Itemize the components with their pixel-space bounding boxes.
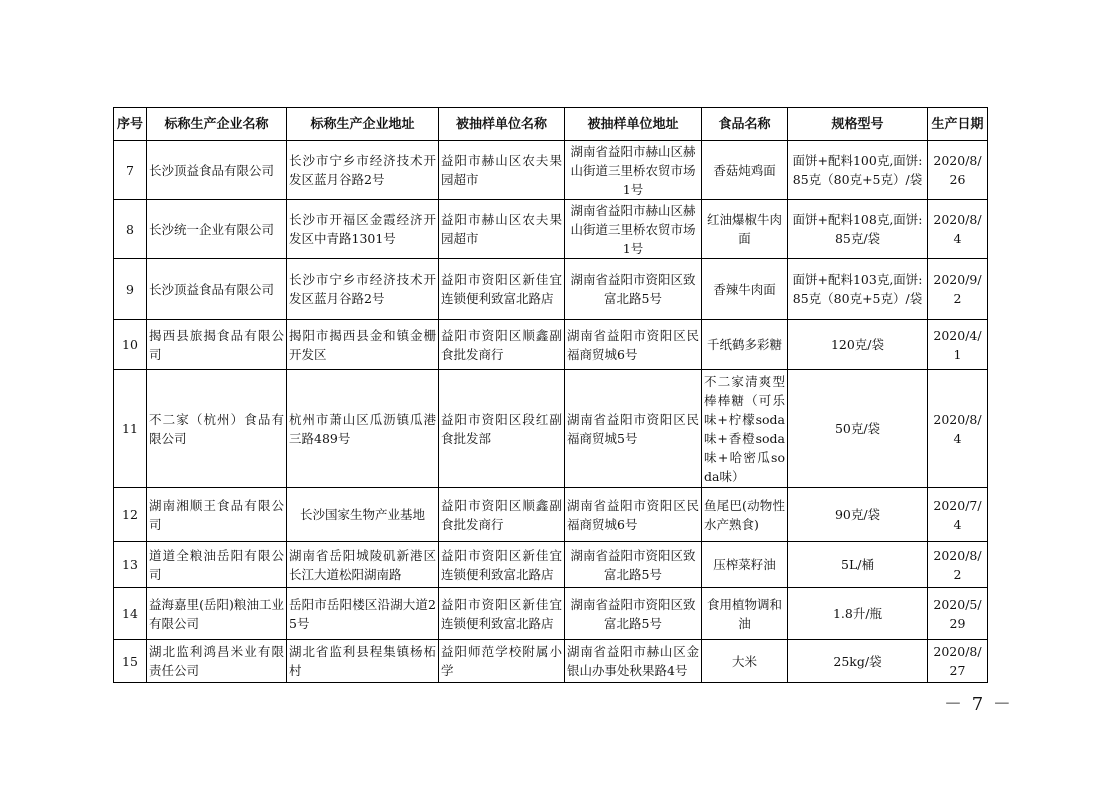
cell-sampled-unit-address: 湖南省益阳市资阳区民福商贸城6号 bbox=[565, 488, 702, 542]
cell-manufacturer: 不二家（杭州）食品有限公司 bbox=[147, 370, 287, 488]
cell-manufacturer-address: 岳阳市岳阳楼区沿湖大道25号 bbox=[287, 588, 439, 640]
cell-serial: 13 bbox=[114, 542, 147, 588]
table-row bbox=[114, 488, 988, 542]
cell-production-date: 2020/8/4 bbox=[928, 200, 988, 259]
cell-manufacturer: 湖南湘顺王食品有限公司 bbox=[147, 488, 287, 542]
cell-serial: 11 bbox=[114, 370, 147, 488]
cell-specification: 25kg/袋 bbox=[788, 640, 928, 683]
cell-specification: 面饼+配料108克,面饼:85克/袋 bbox=[788, 200, 928, 259]
header-food-name: 食品名称 bbox=[702, 108, 788, 141]
cell-food-name: 千纸鹤多彩糖 bbox=[702, 320, 788, 370]
table-header-row bbox=[114, 108, 988, 141]
cell-sampled-unit: 益阳市赫山区农夫果园超市 bbox=[439, 200, 565, 259]
cell-manufacturer-address: 长沙市开福区金霞经济开发区中青路1301号 bbox=[287, 200, 439, 259]
cell-specification: 面饼+配料100克,面饼:85克（80克+5克）/袋 bbox=[788, 141, 928, 200]
table-row bbox=[114, 320, 988, 370]
cell-manufacturer-address: 湖北省监利县程集镇杨柘村 bbox=[287, 640, 439, 683]
cell-sampled-unit: 益阳师范学校附属小学 bbox=[439, 640, 565, 683]
cell-sampled-unit: 益阳市资阳区段红副食批发部 bbox=[439, 370, 565, 488]
cell-manufacturer: 湖北监利鸿昌米业有限责任公司 bbox=[147, 640, 287, 683]
cell-manufacturer-address: 长沙市宁乡市经济技术开发区蓝月谷路2号 bbox=[287, 259, 439, 320]
cell-manufacturer: 益海嘉里(岳阳)粮油工业有限公司 bbox=[147, 588, 287, 640]
cell-sampled-unit: 益阳市资阳区顺鑫副食批发商行 bbox=[439, 488, 565, 542]
cell-sampled-unit-address: 湖南省益阳市资阳区致富北路5号 bbox=[565, 588, 702, 640]
cell-manufacturer: 道道全粮油岳阳有限公司 bbox=[147, 542, 287, 588]
cell-sampled-unit: 益阳市资阳区新佳宜连锁便利致富北路店 bbox=[439, 588, 565, 640]
cell-production-date: 2020/4/1 bbox=[928, 320, 988, 370]
header-manufacturer-address: 标称生产企业地址 bbox=[287, 108, 439, 141]
cell-sampled-unit-address: 湖南省益阳市赫山区赫山街道三里桥农贸市场1号 bbox=[565, 200, 702, 259]
cell-food-name: 红油爆椒牛肉面 bbox=[702, 200, 788, 259]
cell-production-date: 2020/8/2 bbox=[928, 542, 988, 588]
cell-specification: 面饼+配料103克,面饼:85克（80克+5克）/袋 bbox=[788, 259, 928, 320]
cell-sampled-unit: 益阳市资阳区顺鑫副食批发商行 bbox=[439, 320, 565, 370]
cell-sampled-unit-address: 湖南省益阳市资阳区民福商贸城6号 bbox=[565, 320, 702, 370]
header-serial: 序号 bbox=[114, 108, 147, 141]
cell-serial: 9 bbox=[114, 259, 147, 320]
cell-food-name: 香辣牛肉面 bbox=[702, 259, 788, 320]
cell-production-date: 2020/9/2 bbox=[928, 259, 988, 320]
table-row bbox=[114, 588, 988, 640]
cell-food-name: 大米 bbox=[702, 640, 788, 683]
header-sampled-unit-address: 被抽样单位地址 bbox=[565, 108, 702, 141]
cell-food-name: 压榨菜籽油 bbox=[702, 542, 788, 588]
page-number: － 7 － bbox=[944, 694, 1013, 715]
cell-sampled-unit-address: 湖南省益阳市资阳区致富北路5号 bbox=[565, 542, 702, 588]
cell-food-name: 鱼尾巴(动物性水产熟食) bbox=[702, 488, 788, 542]
cell-specification: 5L/桶 bbox=[788, 542, 928, 588]
table-row bbox=[114, 640, 988, 683]
cell-manufacturer-address: 长沙国家生物产业基地 bbox=[287, 488, 439, 542]
table-row bbox=[114, 200, 988, 259]
cell-production-date: 2020/8/4 bbox=[928, 370, 988, 488]
cell-specification: 120克/袋 bbox=[788, 320, 928, 370]
cell-production-date: 2020/7/4 bbox=[928, 488, 988, 542]
cell-sampled-unit: 益阳市资阳区新佳宜连锁便利致富北路店 bbox=[439, 542, 565, 588]
cell-food-name: 食用植物调和油 bbox=[702, 588, 788, 640]
cell-serial: 10 bbox=[114, 320, 147, 370]
cell-manufacturer-address: 杭州市萧山区瓜沥镇瓜港三路489号 bbox=[287, 370, 439, 488]
cell-specification: 50克/袋 bbox=[788, 370, 928, 488]
header-manufacturer: 标称生产企业名称 bbox=[147, 108, 287, 141]
cell-sampled-unit: 益阳市资阳区新佳宜连锁便利致富北路店 bbox=[439, 259, 565, 320]
cell-manufacturer: 长沙顶益食品有限公司 bbox=[147, 141, 287, 200]
cell-sampled-unit-address: 湖南省益阳市资阳区致富北路5号 bbox=[565, 259, 702, 320]
cell-serial: 7 bbox=[114, 141, 147, 200]
cell-manufacturer: 揭西县旅揭食品有限公司 bbox=[147, 320, 287, 370]
cell-serial: 14 bbox=[114, 588, 147, 640]
cell-sampled-unit-address: 湖南省益阳市赫山区赫山街道三里桥农贸市场1号 bbox=[565, 141, 702, 200]
sampling-results-table bbox=[113, 107, 988, 683]
cell-production-date: 2020/5/29 bbox=[928, 588, 988, 640]
cell-manufacturer-address: 长沙市宁乡市经济技术开发区蓝月谷路2号 bbox=[287, 141, 439, 200]
cell-specification: 90克/袋 bbox=[788, 488, 928, 542]
cell-sampled-unit: 益阳市赫山区农夫果园超市 bbox=[439, 141, 565, 200]
cell-specification: 1.8升/瓶 bbox=[788, 588, 928, 640]
cell-manufacturer: 长沙统一企业有限公司 bbox=[147, 200, 287, 259]
cell-sampled-unit-address: 湖南省益阳市赫山区金银山办事处秋果路4号 bbox=[565, 640, 702, 683]
table-row bbox=[114, 542, 988, 588]
cell-manufacturer-address: 揭阳市揭西县金和镇金栅开发区 bbox=[287, 320, 439, 370]
header-production-date: 生产日期 bbox=[928, 108, 988, 141]
cell-food-name: 香菇炖鸡面 bbox=[702, 141, 788, 200]
table-row bbox=[114, 141, 988, 200]
cell-manufacturer: 长沙顶益食品有限公司 bbox=[147, 259, 287, 320]
table-row bbox=[114, 259, 988, 320]
table-row bbox=[114, 370, 988, 488]
cell-manufacturer-address: 湖南省岳阳城陵矶新港区长江大道松阳湖南路 bbox=[287, 542, 439, 588]
cell-serial: 8 bbox=[114, 200, 147, 259]
header-sampled-unit: 被抽样单位名称 bbox=[439, 108, 565, 141]
cell-serial: 15 bbox=[114, 640, 147, 683]
cell-production-date: 2020/8/27 bbox=[928, 640, 988, 683]
cell-sampled-unit-address: 湖南省益阳市资阳区民福商贸城5号 bbox=[565, 370, 702, 488]
cell-food-name: 不二家清爽型棒棒糖（可乐味+柠檬soda味+香橙soda味+哈密瓜soda味） bbox=[702, 370, 788, 488]
header-specification: 规格型号 bbox=[788, 108, 928, 141]
cell-production-date: 2020/8/26 bbox=[928, 141, 988, 200]
cell-serial: 12 bbox=[114, 488, 147, 542]
